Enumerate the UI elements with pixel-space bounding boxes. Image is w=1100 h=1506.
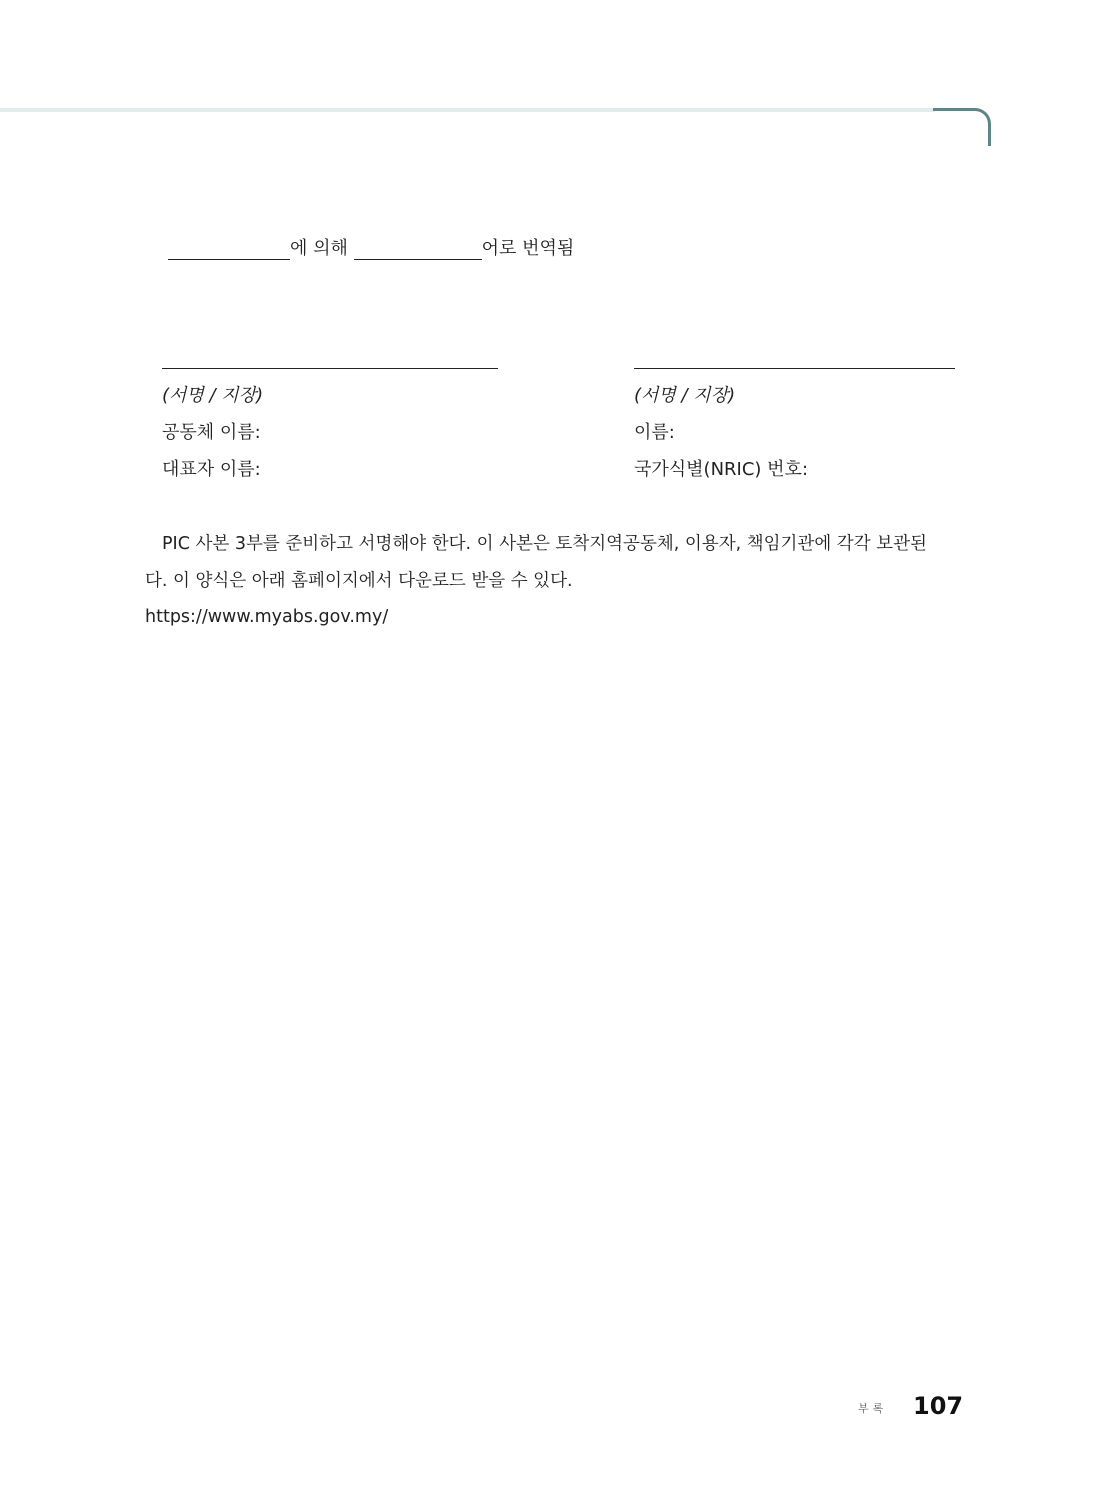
corner-bracket-decoration <box>933 108 991 146</box>
person-name-label: 이름: <box>634 422 675 443</box>
translated-language-text: 어로 번역됨 <box>481 238 575 259</box>
header-rule <box>0 108 935 112</box>
translator-blank <box>168 241 290 260</box>
note-paragraph-line2: 다. 이 양식은 아래 홈페이지에서 다운로드 받을 수 있다. <box>145 571 573 591</box>
note-paragraph-line1: PIC 사본 3부를 준비하고 서명해야 한다. 이 사본은 토착지역공동체, 이용자, 책임기관에 각각 보관된 <box>162 534 927 554</box>
community-name-label: 공동체 이름: <box>162 422 261 443</box>
nric-number-label: 국가식별(NRIC) 번호: <box>634 459 809 480</box>
left-signature-line <box>162 368 498 369</box>
translation-line <box>168 238 574 260</box>
right-signature-line <box>634 368 955 369</box>
left-signature-caption: (서명 / 지장) <box>162 385 264 406</box>
language-blank <box>354 241 482 260</box>
translated-by-text: 에 의해 <box>290 238 348 259</box>
appendix-label: 부록 <box>858 1402 888 1415</box>
representative-name-label: 대표자 이름: <box>162 459 261 480</box>
right-signature-caption: (서명 / 지장) <box>634 385 736 406</box>
download-url-link[interactable]: https://www.myabs.gov.my/ <box>145 607 389 627</box>
page-number: 107 <box>913 1392 964 1420</box>
